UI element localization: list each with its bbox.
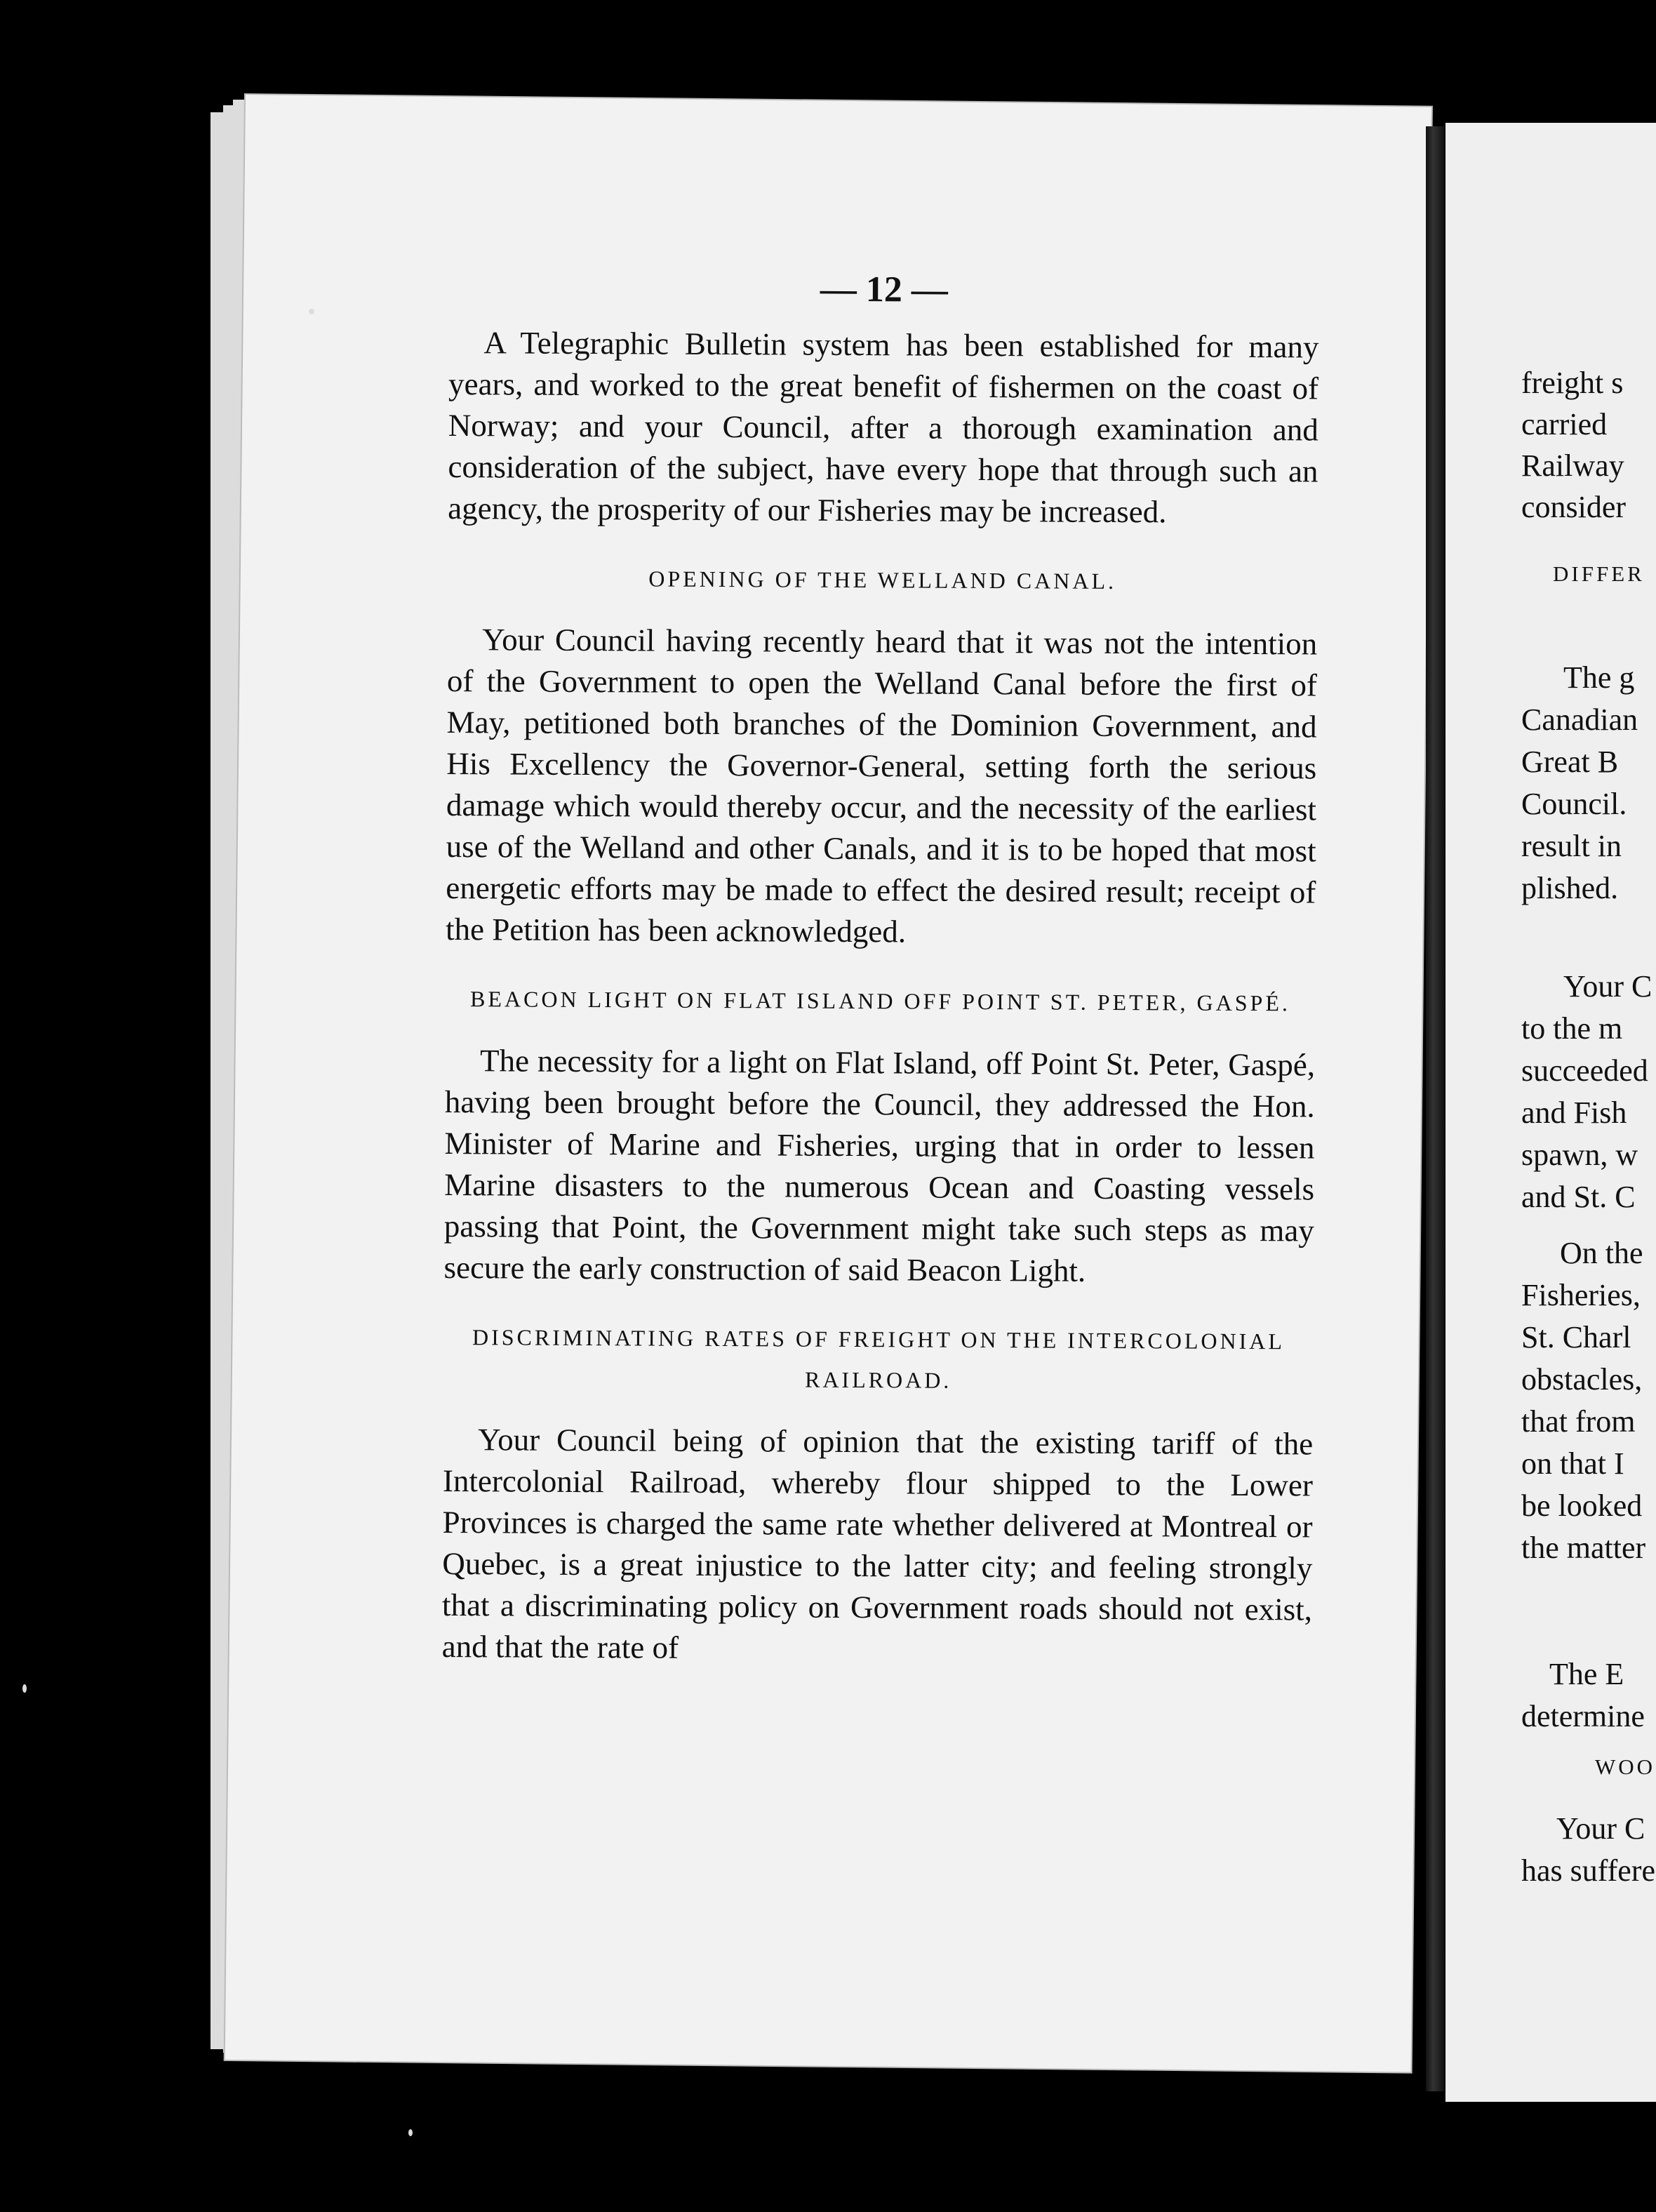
section-heading-beacon-light: BEACON LIGHT ON FLAT ISLAND OFF POINT ST. PETER, GASPÉ. <box>470 986 1291 1016</box>
right-page-line: freight s <box>1521 366 1624 400</box>
right-page-line: Your C <box>1563 969 1652 1004</box>
right-page-line: On the <box>1560 1236 1643 1270</box>
right-page-line: determine <box>1521 1699 1645 1733</box>
right-page-line: and St. C <box>1521 1180 1636 1214</box>
left-page-content <box>441 267 1319 1700</box>
right-page-line: Fisheries, <box>1521 1278 1641 1312</box>
page-number: — 12 — <box>820 269 948 310</box>
right-page-line: St. Charl <box>1521 1320 1631 1354</box>
dust-speck <box>309 309 314 314</box>
right-page-line: succeeded <box>1521 1053 1648 1088</box>
right-page-line: plished. <box>1521 871 1619 905</box>
paragraph-telegraphic-bulletin: A Telegraphic Bulletin system has been established for many years, and worked to the great benefit of fishermen on the coast of Norway; and your Council, after a thorough examination and consideration of the subject, have every hope that through such an agency, the prosperity of our Fisheries may be increased. <box>448 325 1319 530</box>
right-page-line: carried <box>1521 407 1608 441</box>
right-page-line: Canadian <box>1521 702 1638 737</box>
right-page-line: result in <box>1521 829 1622 863</box>
right-page-line: Your C <box>1556 1811 1645 1846</box>
right-page-line: that from <box>1521 1404 1636 1439</box>
paragraph-welland-canal: Your Council having recently heard that it was not the intention of the Government to open the Welland Canal before the first of May, petitioned both branches of the Dominion Government, and His Excellency the Governor-General, setting forth the serious damage which would thereby occur, and the necessity of the earliest use of the Welland and other Canals, and it is to be hoped that most energetic efforts may be made to effect the desired result; receipt of the Petition has been acknowledged. <box>445 622 1318 950</box>
right-page-line: on that I <box>1521 1446 1624 1481</box>
right-page-line: be looked <box>1521 1488 1643 1523</box>
right-page-line: The g <box>1563 660 1635 695</box>
right-page-heading: DIFFER <box>1553 561 1645 586</box>
book-gutter <box>1426 126 1444 2091</box>
right-page-heading: WOO <box>1595 1754 1656 1779</box>
right-page-line: Council. <box>1521 787 1627 821</box>
section-heading-discriminating-rates: DISCRIMINATING RATES OF FREIGHT ON THE INTERCOLONIAL RAILROAD. <box>472 1324 1286 1393</box>
right-page-line: spawn, w <box>1521 1138 1638 1172</box>
dust-speck <box>22 1684 27 1693</box>
right-page-line: Railway <box>1521 448 1624 483</box>
dust-speck <box>408 2129 413 2136</box>
right-page-fragments <box>1521 351 1656 1895</box>
right-page-line: the matter <box>1521 1531 1646 1565</box>
right-page-line: has suffere <box>1521 1853 1655 1888</box>
paragraph-beacon-light: The necessity for a light on Flat Island, off Point St. Peter, Gaspé, having been brought before the Council, they addressed the Hon. Minister of Marine and Fisheries, urging that in order to lessen Marine disasters to the numerous Ocean and Coasting vessels passing that Point, the Government might take such steps as may secure the early construction of said Beacon Light. <box>443 1043 1316 1288</box>
right-page-line: Great B <box>1521 745 1619 779</box>
section-heading-welland-canal: OPENING OF THE WELLAND CANAL. <box>648 566 1117 594</box>
right-page-line: to the m <box>1521 1011 1623 1046</box>
right-page-line: obstacles, <box>1521 1362 1643 1397</box>
right-page-line: The E <box>1549 1657 1624 1691</box>
right-page-line: and Fish <box>1521 1095 1627 1130</box>
right-page-line: consider <box>1521 490 1627 524</box>
paragraph-discriminating-rates: Your Council being of opinion that the existing tariff of the Intercolonial Railroad, whereby flour shipped to the Lower Provinces is charged the same rate whether delivered at Montreal or Quebec, is a great injustice to the latter city; and feeling strongly that a discriminating policy on Government roads should not exist, and that the rate of <box>441 1422 1314 1665</box>
